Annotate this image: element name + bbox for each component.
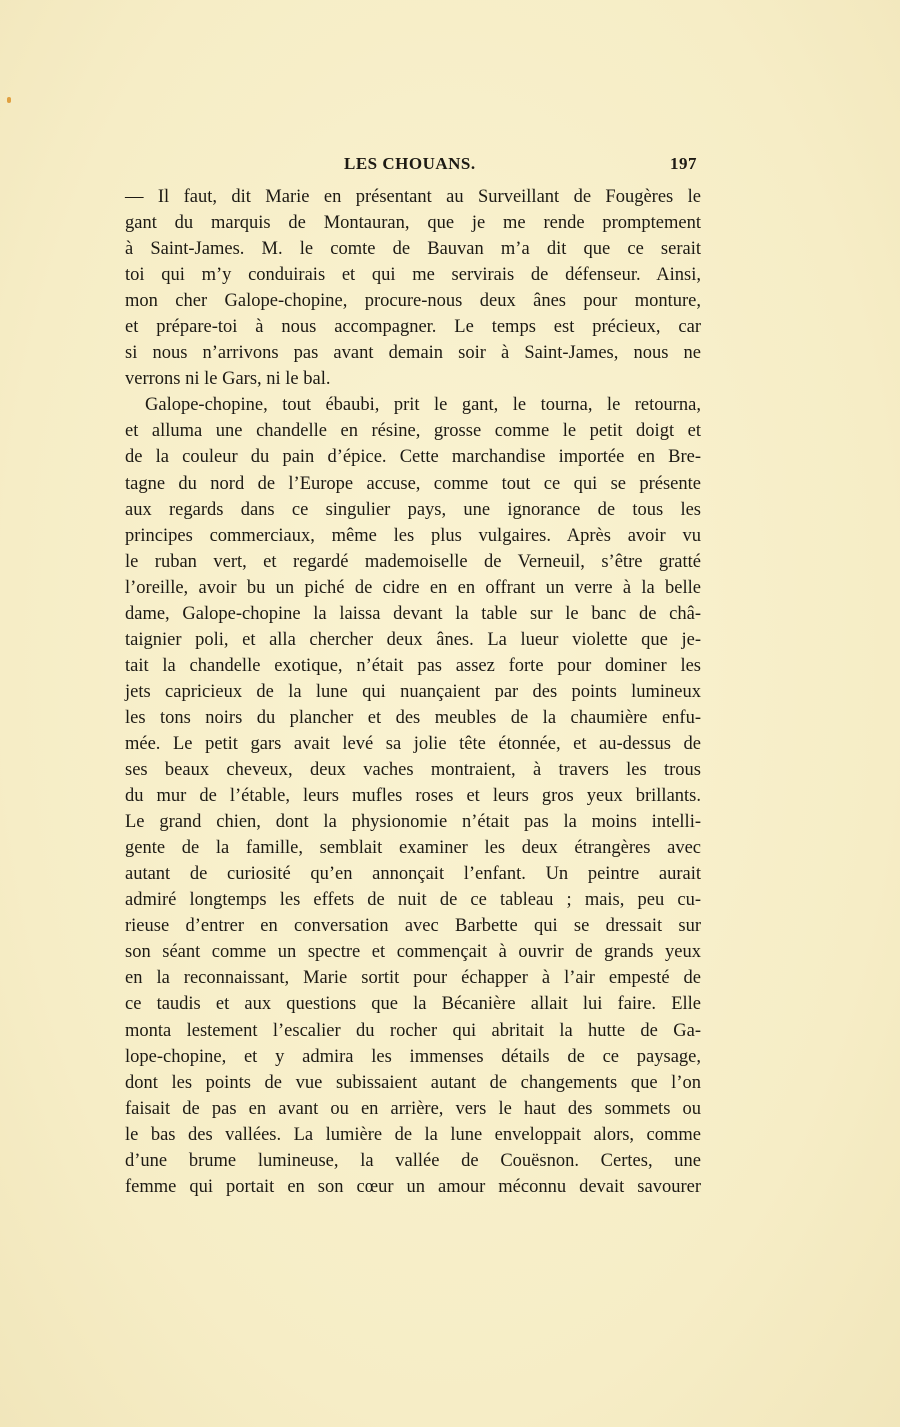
paragraph <box>125 392 701 1199</box>
text-line: dont les points de vue subissaient autant de changements que l’on <box>125 1072 701 1093</box>
text-line: si nous n’arrivons pas avant demain soir à Saint-James, nous ne <box>125 343 701 364</box>
text-line: faisait de pas en avant ou en arrière, vers le haut des sommets ou <box>125 1098 701 1119</box>
paragraph <box>125 184 701 392</box>
text-line: verrons ni le Gars, ni le bal. <box>125 369 331 390</box>
text-line: tagne du nord de l’Europe accuse, comme tout ce qui se présente <box>125 473 701 494</box>
text-line: et prépare-toi à nous accompagner. Le temps est précieux, car <box>125 317 701 338</box>
text-line: à Saint-James. M. le comte de Bauvan m’a dit que ce serait <box>125 239 701 260</box>
text-line: mée. Le petit gars avait levé sa jolie tête étonnée, et au-dessus de <box>125 733 701 754</box>
text-line: le bas des vallées. La lumière de la lune enveloppait alors, comme <box>125 1124 701 1145</box>
text-line: gente de la famille, semblait examiner les deux étrangères avec <box>125 838 701 859</box>
text-line: principes commerciaux, même les plus vulgaires. Après avoir vu <box>125 525 701 546</box>
text-line: de la couleur du pain d’épice. Cette marchandise importée en Bre- <box>125 447 701 468</box>
running-head <box>125 154 700 178</box>
text-line: en la reconnaissant, Marie sortit pour échapper à l’air empesté de <box>125 968 701 989</box>
text-line: l’oreille, avoir bu un piché de cidre en en offrant un verre à la belle <box>125 577 701 598</box>
text-line: ses beaux cheveux, deux vaches montraient, à travers les trous <box>125 760 701 781</box>
text-line: gant du marquis de Montauran, que je me rende promptement <box>125 213 701 234</box>
text-line: Galope-chopine, tout ébaubi, prit le gant, le tourna, le retourna, <box>145 395 701 416</box>
running-title: LES CHOUANS. <box>344 154 476 173</box>
text-line: femme qui portait en son cœur un amour méconnu devait savourer <box>125 1176 701 1197</box>
text-line: lope-chopine, et y admira les immenses détails de ce paysage, <box>125 1046 701 1067</box>
text-line: rieuse d’entrer en conversation avec Barbette qui se dressait sur <box>125 916 701 937</box>
text-line: d’une brume lumineuse, la vallée de Couësnon. Certes, une <box>125 1150 701 1171</box>
body-text <box>125 184 701 1200</box>
text-line: jets capricieux de la lune qui nuançaient par des points lumineux <box>125 681 701 702</box>
text-line: le ruban vert, et regardé mademoiselle de Verneuil, s’être gratté <box>125 551 701 572</box>
text-line: son séant comme un spectre et commençait à ouvrir de grands yeux <box>125 942 701 963</box>
page-number: 197 <box>670 154 697 173</box>
page-edge-mark <box>7 97 11 103</box>
text-line: du mur de l’étable, leurs mufles roses et leurs gros yeux brillants. <box>125 786 701 807</box>
text-line: autant de curiosité qu’en annonçait l’enfant. Un peintre aurait <box>125 864 701 885</box>
text-line: monta lestement l’escalier du rocher qui abritait la hutte de Ga- <box>125 1020 701 1041</box>
text-line: et alluma une chandelle en résine, grosse comme le petit doigt et <box>125 421 701 442</box>
text-line: tait la chandelle exotique, n’était pas assez forte pour dominer les <box>125 655 701 676</box>
text-line: les tons noirs du plancher et des meubles de la chaumière enfu- <box>125 707 701 728</box>
text-line: toi qui m’y conduirais et qui me servirais de défenseur. Ainsi, <box>125 265 701 286</box>
text-line: admiré longtemps les effets de nuit de ce tableau ; mais, peu cu- <box>125 890 701 911</box>
text-line: taignier poli, et alla chercher deux ânes. La lueur violette que je- <box>125 629 701 650</box>
text-line: Le grand chien, dont la physionomie n’était pas la moins intelli- <box>125 812 701 833</box>
text-line: — Il faut, dit Marie en présentant au Surveillant de Fougères le <box>125 187 701 207</box>
text-line: mon cher Galope-chopine, procure-nous deux ânes pour monture, <box>125 291 701 312</box>
text-line: ce taudis et aux questions que la Bécanière allait lui faire. Elle <box>125 994 701 1015</box>
text-line: aux regards dans ce singulier pays, une ignorance de tous les <box>125 499 701 520</box>
text-line: dame, Galope-chopine la laissa devant la table sur le banc de châ- <box>125 603 701 624</box>
